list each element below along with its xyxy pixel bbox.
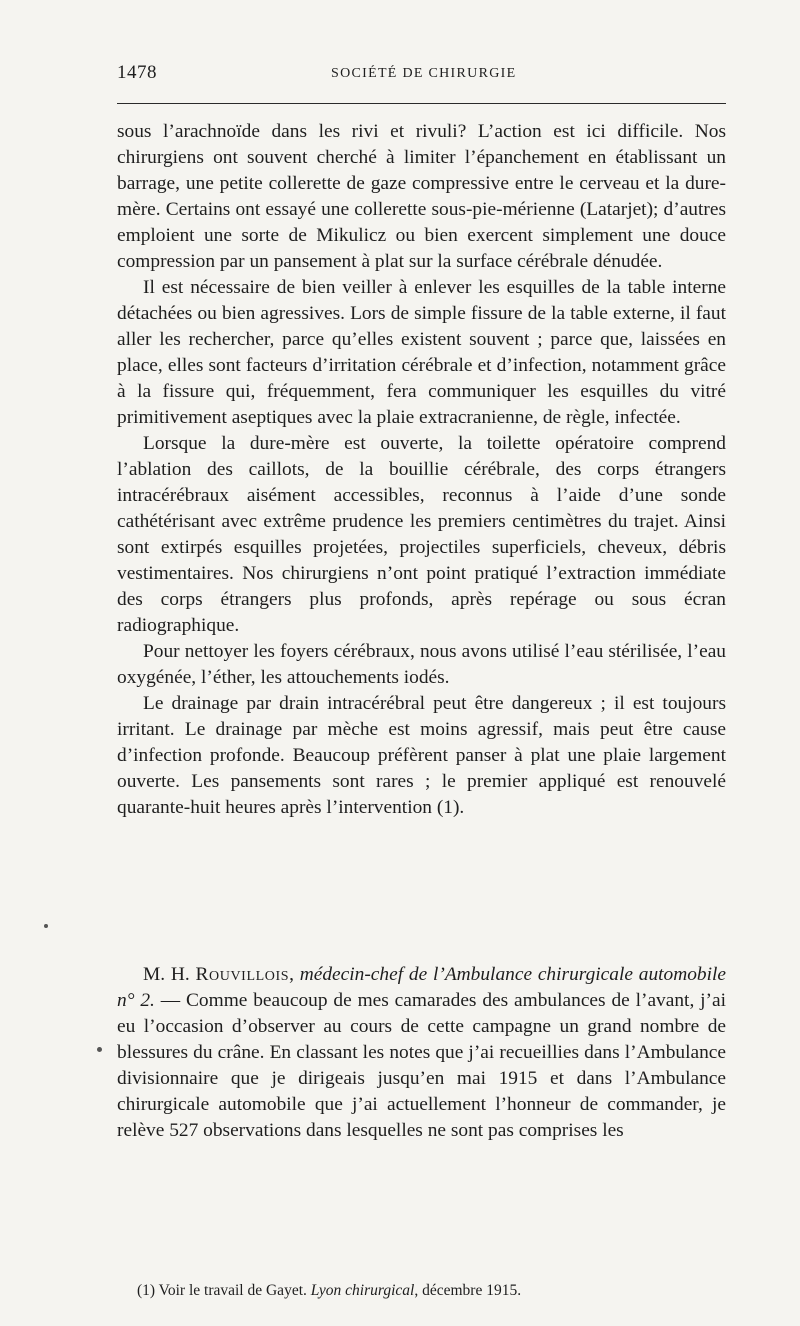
page-number: 1478: [117, 62, 157, 83]
margin-speck: [44, 924, 48, 928]
footnote-marker: (1): [137, 1282, 156, 1299]
speaker-section: [117, 962, 726, 1144]
speaker-paragraph: [117, 962, 726, 1144]
journal-title: SOCIÉTÉ DE CHIRURGIE: [331, 66, 517, 81]
header-rule: [117, 103, 726, 104]
speaker-title: médecin-chef de l’Ambulance chirurgicale automobile n° 2.: [117, 964, 726, 1011]
paragraph-dure-mere: Lorsque la dure-mère est ouverte, la toilette opératoire comprend l’ablation des caillots, de la bouillie cérébrale, des corps étrangers intracérébraux aisément accessibles, reconnus à l’aide d’une sonde cathétérisant avec extrême prudence les premiers centimètres du trajet. Ainsi sont extirpés esquilles projetées, projectiles superficiels, cheveux, débris vestimentaires. Nos chirurgiens n’ont point pratiqué l’extraction immédiate des corps étrangers plus profonds, après repérage ou sous écran radiographique.: [117, 433, 726, 636]
speaker-comma: ,: [289, 964, 300, 985]
paragraph-continuation: sous l’arachnoïde dans les rivi et rivuli? L’action est ici difficile. Nos chirurgiens ont souvent cherché à limiter l’épanchement en établissant un barrage, une petite collerette de gaze compressive entre le cerveau et la dure-mère. Certains ont essayé une collerette sous-pie-mérienne (Latarjet); d’autres emploient une sorte de Mikulicz ou bien exercent simplement une douce compression par un pansement à plat sur la surface cérébrale dénudée.: [117, 121, 726, 272]
speaker-initials: M. H.: [143, 964, 196, 985]
margin-speck: [97, 1047, 102, 1052]
footnote-text-before: Voir le travail de Gayet.: [155, 1282, 311, 1299]
paragraph-esquilles: Il est nécessaire de bien veiller à enlever les esquilles de la table interne détachées ou bien agressives. Lors de simple fissure de la table externe, il faut aller les rechercher, parce qu’elles existent souvent ; parce que, laissées en place, elles sont facteurs d’irritation cérébrale et d’infection, notamment grâce à la fissure qui, fréquemment, fera communiquer les esquilles du vitré primitivement aseptiques avec la plaie extracranienne, de règle, infectée.: [117, 277, 726, 428]
footnote-source: Lyon chirurgical: [310, 1282, 415, 1299]
footnote: [137, 1281, 726, 1301]
paragraph-drainage: Le drainage par drain intracérébral peut être dangereux ; il est toujours irritant. Le drainage par mèche est moins agressif, mais peut être cause d’infection profonde. Beaucoup préfèrent panser à plat une plaie largement ouverte. Les pansements sont rares ; le premier appliqué est renouvelé quarante-huit heures après l’intervention (1).: [117, 693, 726, 818]
running-head: [117, 62, 726, 90]
footnote-text-after: , décembre 1915.: [414, 1282, 522, 1299]
speaker-name: Rouvillois: [195, 964, 290, 985]
paragraph-nettoyage: Pour nettoyer les foyers cérébraux, nous avons utilisé l’eau stérilisée, l’eau oxygénée, l’éther, les attouchements iodés.: [117, 641, 726, 688]
speaker-text: — Comme beaucoup de mes camarades des ambulances de l’avant, j’ai eu l’occasion d’observer au cours de cette campagne un grand nombre de blessures du crâne. En classant les notes que j’ai recueillies dans l’Ambulance divisionnaire que je dirigeais jusqu’en mai 1915 et dans l’Ambulance chirurgicale automobile que j’ai actuellement l’honneur de commander, je relève 527 observations dans lesquelles ne sont pas comprises les: [117, 990, 726, 1141]
article-text: [117, 119, 726, 821]
